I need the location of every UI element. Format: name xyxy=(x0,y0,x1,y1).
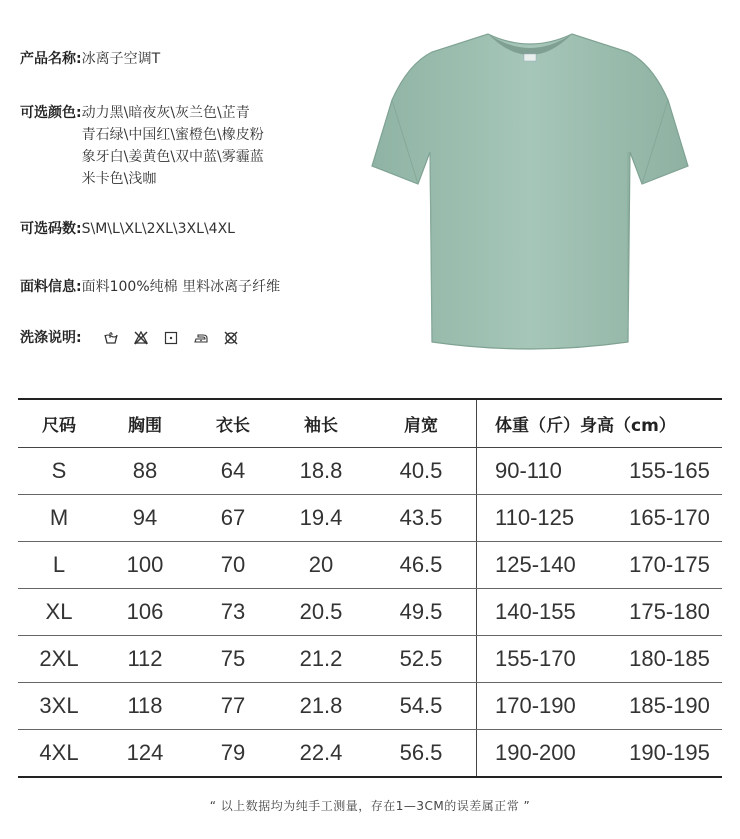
cell-sleeve: 18.8 xyxy=(276,448,366,495)
cell-chest: 124 xyxy=(126,740,164,765)
cell-size: M xyxy=(18,495,100,542)
cell-weight: 90-110 xyxy=(477,448,618,495)
table-row xyxy=(18,448,722,495)
colors-row xyxy=(20,102,264,190)
header-sleeve: 袖长 xyxy=(276,399,366,448)
header-size: 尺码 xyxy=(18,399,100,448)
cell-length: 79 xyxy=(220,740,246,765)
cell-chest: 118 xyxy=(100,683,190,730)
cell-size: L xyxy=(18,542,100,589)
fabric-label: 面料信息: xyxy=(20,279,82,295)
product-name-label: 产品名称: xyxy=(20,51,82,67)
header-length: 衣长 xyxy=(190,399,276,448)
cell-sleeve: 19.4 xyxy=(276,495,366,542)
cell-sleeve: 20 xyxy=(276,542,366,589)
cell-length: 70 xyxy=(190,542,276,589)
cell-size: XL xyxy=(18,589,100,636)
hand-wash-icon xyxy=(104,331,118,345)
sizes-label: 可选码数: xyxy=(20,221,82,237)
size-table-body xyxy=(18,448,722,778)
cell-size: 4XL xyxy=(39,740,79,765)
cell-chest: 106 xyxy=(100,589,190,636)
cell-size: 2XL xyxy=(18,636,100,683)
cell-weight: 110-125 xyxy=(477,495,618,542)
cell-weight: 170-190 xyxy=(477,683,618,730)
cell-height: 190-195 xyxy=(629,740,710,765)
cell-shoulder: 49.5 xyxy=(366,589,477,636)
footnote: “ 以上数据均为纯手工测量，存在1—3CM的误差属正常 ” xyxy=(209,799,531,813)
cell-weight: 125-140 xyxy=(477,542,618,589)
fabric-value: 面料100%纯棉 里料冰离子纤维 xyxy=(81,279,281,295)
tumble-dry-icon xyxy=(164,331,178,345)
cell-weight: 190-200 xyxy=(495,740,576,765)
cell-sleeve: 21.8 xyxy=(276,683,366,730)
cell-length: 67 xyxy=(190,495,276,542)
wash-row xyxy=(20,327,238,349)
colors-line: 象牙白\姜黄色\双中蓝\雾霾蓝 xyxy=(81,149,264,165)
neck-label xyxy=(524,54,536,61)
colors-line: 动力黑\暗夜灰\灰兰色\芷青 xyxy=(81,105,250,121)
cell-sleeve: 22.4 xyxy=(299,740,343,765)
wash-label: 洗涤说明: xyxy=(20,330,82,346)
cell-chest: 112 xyxy=(100,636,190,683)
table-row xyxy=(18,589,722,636)
header-chest: 胸围 xyxy=(100,399,190,448)
cell-shoulder: 56.5 xyxy=(366,730,477,778)
cell-length: 73 xyxy=(190,589,276,636)
table-row xyxy=(18,636,722,683)
no-dryclean-icon xyxy=(224,331,238,345)
wash-icons xyxy=(104,331,238,345)
colors-label: 可选颜色: xyxy=(20,105,82,121)
table-row xyxy=(18,683,722,730)
colors-line: 青石绿\中国红\蜜橙色\橡皮粉 xyxy=(81,127,264,143)
table-row xyxy=(18,730,722,778)
fabric-row xyxy=(20,276,280,298)
sizes-value: S\M\L\XL\2XL\3XL\4XL xyxy=(81,221,235,237)
cell-shoulder: 52.5 xyxy=(366,636,477,683)
cell-height: 185-190 xyxy=(617,683,722,730)
shirt-body xyxy=(372,34,688,349)
cell-length: 77 xyxy=(190,683,276,730)
table-row xyxy=(18,495,722,542)
cell-height: 170-175 xyxy=(617,542,722,589)
size-table-header xyxy=(18,399,722,448)
colors-line: 米卡色\浅咖 xyxy=(81,171,157,187)
cell-height: 155-165 xyxy=(617,448,722,495)
sizes-row xyxy=(20,218,235,240)
cell-chest: 100 xyxy=(100,542,190,589)
cell-weight: 140-155 xyxy=(477,589,618,636)
cell-size: 3XL xyxy=(18,683,100,730)
product-name-row xyxy=(20,48,160,70)
cell-weight: 155-170 xyxy=(477,636,618,683)
iron-icon xyxy=(194,331,208,345)
cell-chest: 88 xyxy=(100,448,190,495)
product-name-value: 冰离子空调T xyxy=(81,51,161,67)
cell-chest: 94 xyxy=(100,495,190,542)
tshirt-image xyxy=(370,28,690,368)
cell-height: 165-170 xyxy=(617,495,722,542)
no-bleach-icon xyxy=(134,331,148,345)
colors-list xyxy=(82,102,264,190)
cell-length: 75 xyxy=(190,636,276,683)
header-weight-height: 体重（斤）身高（cm） xyxy=(477,399,723,448)
cell-length: 64 xyxy=(190,448,276,495)
size-table xyxy=(18,398,722,778)
cell-shoulder: 54.5 xyxy=(366,683,477,730)
cell-height: 180-185 xyxy=(617,636,722,683)
cell-shoulder: 43.5 xyxy=(366,495,477,542)
header-shoulder: 肩宽 xyxy=(366,399,477,448)
cell-sleeve: 20.5 xyxy=(276,589,366,636)
table-row xyxy=(18,542,722,589)
cell-size: S xyxy=(18,448,100,495)
cell-sleeve: 21.2 xyxy=(276,636,366,683)
cell-shoulder: 40.5 xyxy=(366,448,477,495)
cell-shoulder: 46.5 xyxy=(366,542,477,589)
cell-height: 175-180 xyxy=(617,589,722,636)
